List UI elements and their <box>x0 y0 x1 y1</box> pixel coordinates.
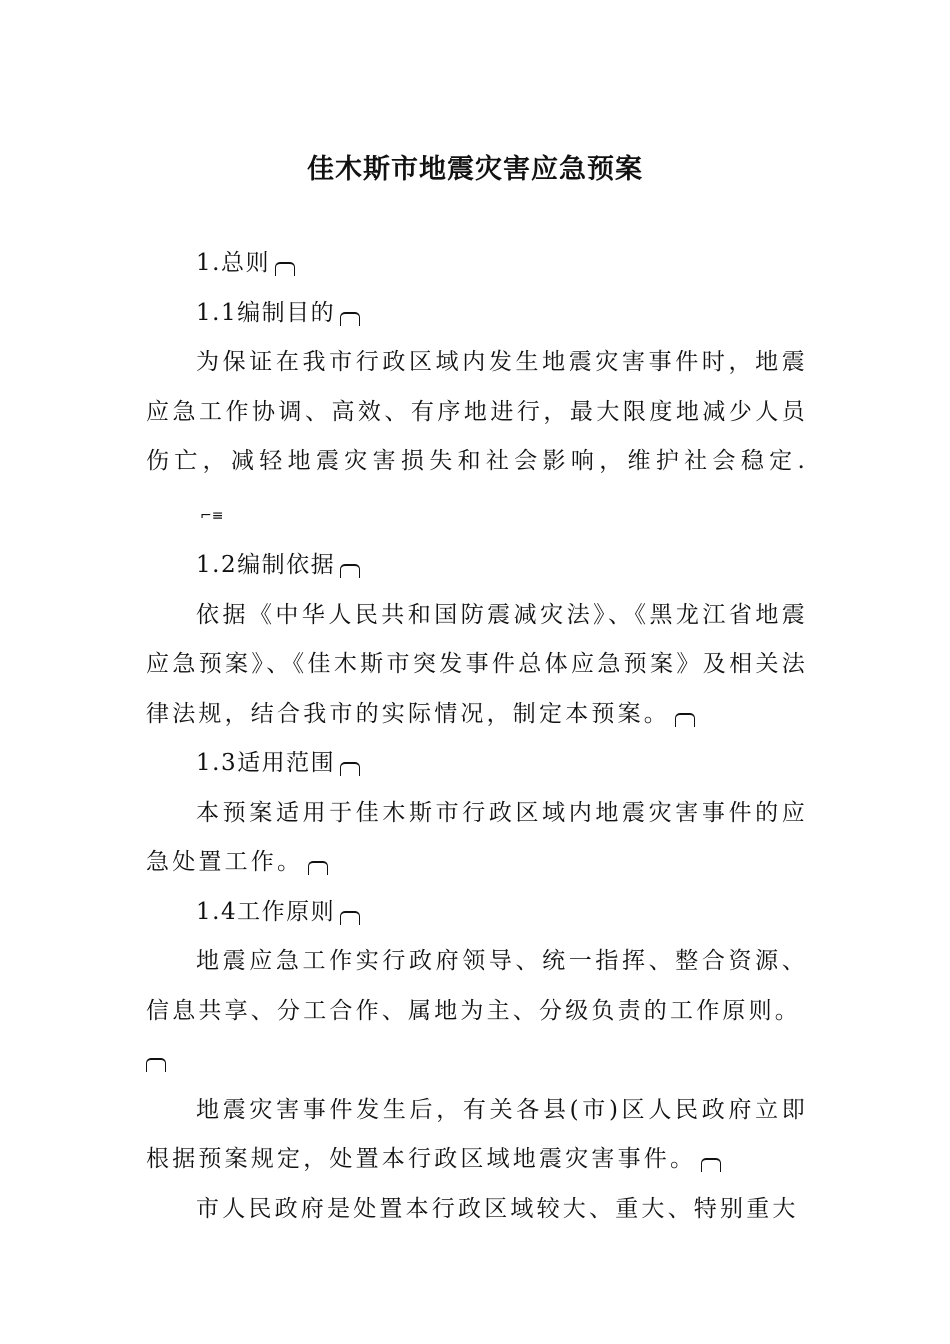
paragraph-mark-icon <box>308 861 328 875</box>
paragraph-county-response <box>146 1086 808 1185</box>
paragraph-city-government <box>146 1185 808 1235</box>
section-heading-basis <box>146 541 808 591</box>
paragraph-mark-icon <box>340 762 360 776</box>
paragraph-text: 市人民政府是处置本行政区域较大、重大、特别重大 <box>196 1195 799 1222</box>
paragraph-mark-icon <box>340 564 360 578</box>
paragraph-mark-icon <box>340 911 360 925</box>
paragraph-basis <box>146 591 808 740</box>
paragraph-text: 地震应急工作实行政府领导、统一指挥、整合资源、信息共享、分工合作、属地为主、分级负责的工作原则。 <box>146 948 808 1024</box>
section-heading-purpose <box>146 289 808 339</box>
paragraph-text: 1.4工作原则 <box>196 898 336 925</box>
section-heading-principles <box>146 888 808 938</box>
document-body <box>146 239 808 1234</box>
paragraph-text: 地震灾害事件发生后，有关各县(市)区人民政府立即根据预案规定，处置本行政区域地震灾害事件。 <box>146 1096 808 1172</box>
paragraph-mark-icon <box>701 1158 721 1172</box>
paragraph-mark-icon <box>675 713 695 727</box>
paragraph-mark-line <box>146 1036 808 1086</box>
paragraph-mark-icon <box>275 262 295 276</box>
paragraph-text: 1.1编制目的 <box>196 299 336 326</box>
paragraph-principles <box>146 937 808 1036</box>
section-heading-general <box>146 239 808 289</box>
paragraph-text: 依据《中华人民共和国防震减灾法》、《黑龙江省地震应急预案》、《佳木斯市突发事件总体应急预案》及相关法律法规，结合我市的实际情况，制定本预案。 <box>146 601 808 727</box>
document-title: 佳木斯市地震灾害应急预案 <box>307 154 643 185</box>
paragraph-mark-icon <box>340 312 360 326</box>
paragraph-purpose <box>146 338 808 541</box>
paragraph-text: 1.2编制依据 <box>196 552 336 578</box>
paragraph-mark-alt-icon: ⌐≡ <box>200 507 224 524</box>
paragraph-text: 1.总则 <box>196 250 270 276</box>
section-heading-scope <box>146 739 808 789</box>
paragraph-text: 本预案适用于佳木斯市行政区域内地震灾害事件的应急处置工作。 <box>146 799 808 875</box>
paragraph-mark-icon <box>146 1058 166 1072</box>
paragraph-text: 1.3适用范围 <box>196 750 336 776</box>
paragraph-scope <box>146 789 808 888</box>
paragraph-text: 为保证在我市行政区域内发生地震灾害事件时，地震应急工作协调、高效、有序地进行，最大限度地减少人员伤亡，减轻地震灾害损失和社会影响，维护社会稳定. <box>146 349 808 474</box>
